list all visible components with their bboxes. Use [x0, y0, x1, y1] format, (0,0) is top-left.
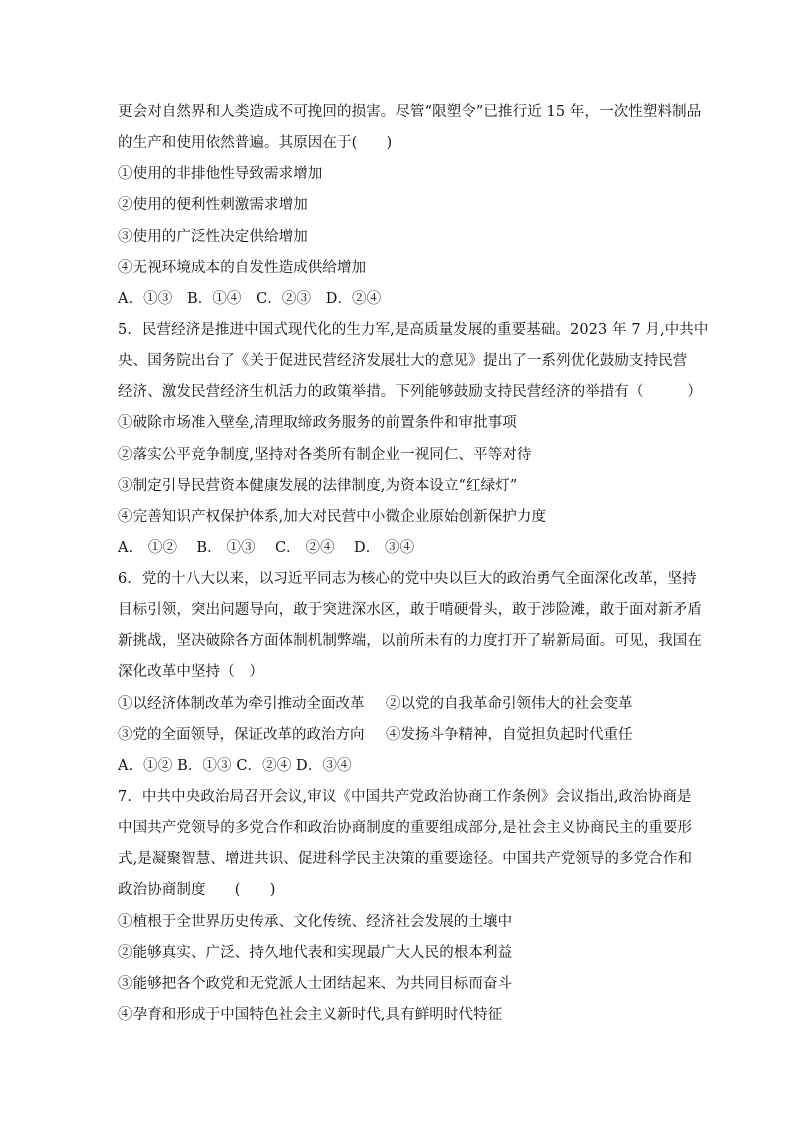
- q7-item-1: ①植根于全世界历史传承、文化传统、经济社会发展的土壤中: [118, 914, 513, 930]
- q6-items-row-1: [118, 694, 633, 714]
- q7-stem-line-1: 7．中共中央政治局召开会议,审议《中国共产党政治协商工作条例》会议指出,政治协商是: [118, 789, 692, 805]
- q4-item-4: ④无视环境成本的自发性造成供给增加: [118, 260, 367, 276]
- q5-stem-line-1: 5．民营经济是推进中国式现代化的生力军,是高质量发展的重要基础。2023 年 7 月,中共中: [118, 322, 709, 338]
- q7-item-2: ②能够真实、广泛、持久地代表和实现最广大人民的根本利益: [118, 945, 513, 961]
- q6-options: A．①② B．①③ C．②④ D．③④: [118, 758, 352, 774]
- q6-item-3: ③党的全面领导，保证改革的政治方向: [118, 727, 365, 743]
- q7-stem-line-4: 政治协商制度 ( ): [118, 882, 276, 898]
- q7-stem-line-3: 式,是凝聚智慧、增进共识、促进科学民主决策的重要途径。中国共产党领导的多党合作和: [118, 851, 693, 867]
- q4-stem-line-1: 更会对自然界和人类造成不可挽回的损害。尽管“限塑令”已推行近 15 年，一次性塑料制品: [118, 104, 702, 120]
- q5-options: A． ①② B． ①③ C． ②④ D． ③④: [118, 540, 415, 556]
- q4-stem-line-2: 的生产和使用依然普遍。其原因在于( ): [118, 135, 393, 151]
- q4-item-2: ②使用的便利性刺激需求增加: [118, 197, 308, 213]
- q7-stem-line-2: 中国共产党领导的多党合作和政治协商制度的重要组成部分,是社会主义协商民主的重要形: [118, 820, 693, 836]
- q7-item-3: ③能够把各个政党和无党派人士团结起来、为共同目标而奋斗: [118, 976, 513, 992]
- q6-stem-line-1: 6．党的十八大以来，以习近平同志为核心的党中央以巨大的政治勇气全面深化改革，坚持: [118, 571, 697, 587]
- q6-stem-line-2: 目标引领，突出问题导向，敢于突进深水区，敢于啃硬骨头，敢于涉险滩，敢于面对新矛盾: [118, 602, 702, 618]
- q6-item-4: ④发扬斗争精神，自觉担负起时代重任: [386, 727, 633, 743]
- q5-item-3: ③制定引导民营资本健康发展的法律制度,为资本设立“红绿灯”: [118, 478, 518, 494]
- q6-stem-line-3: 新挑战，坚决破除各方面体制机制弊端，以前所未有的力度打开了崭新局面。可见，我国在: [118, 633, 702, 649]
- q4-options: A．①③ B．①④ C．②③ D．②④: [118, 291, 382, 307]
- q4-item-1: ①使用的非排他性导致需求增加: [118, 166, 323, 182]
- q5-stem-line-2: 央、国务院出台了《关于促进民营经济发展壮大的意见》提出了一系列优化鼓励支持民营: [118, 353, 688, 369]
- q4-item-3: ③使用的广泛性决定供给增加: [118, 229, 308, 245]
- q6-items-row-2: [118, 725, 633, 745]
- q6-item-1: ①以经济体制改革为牵引推动全面改革: [118, 696, 365, 712]
- q5-stem-line-3: 经济、激发民营经济生机活力的政策举措。下列能够鼓励支持民营经济的举措有（ ）: [118, 384, 702, 400]
- q7-item-4: ④孕育和形成于中国特色社会主义新时代,具有鲜明时代特征: [118, 1007, 503, 1023]
- q6-item-2: ②以党的自我革命引领伟大的社会变革: [386, 696, 633, 712]
- q5-item-2: ②落实公平竞争制度,坚持对各类所有制企业一视同仁、平等对待: [118, 447, 532, 463]
- q5-item-1: ①破除市场准入壁垒,清理取缔政务服务的前置条件和审批事项: [118, 415, 517, 431]
- q5-item-4: ④完善知识产权保护体系,加大对民营中小微企业原始创新保护力度: [118, 509, 547, 525]
- q6-stem-line-4: 深化改革中坚持（ ）: [118, 664, 264, 680]
